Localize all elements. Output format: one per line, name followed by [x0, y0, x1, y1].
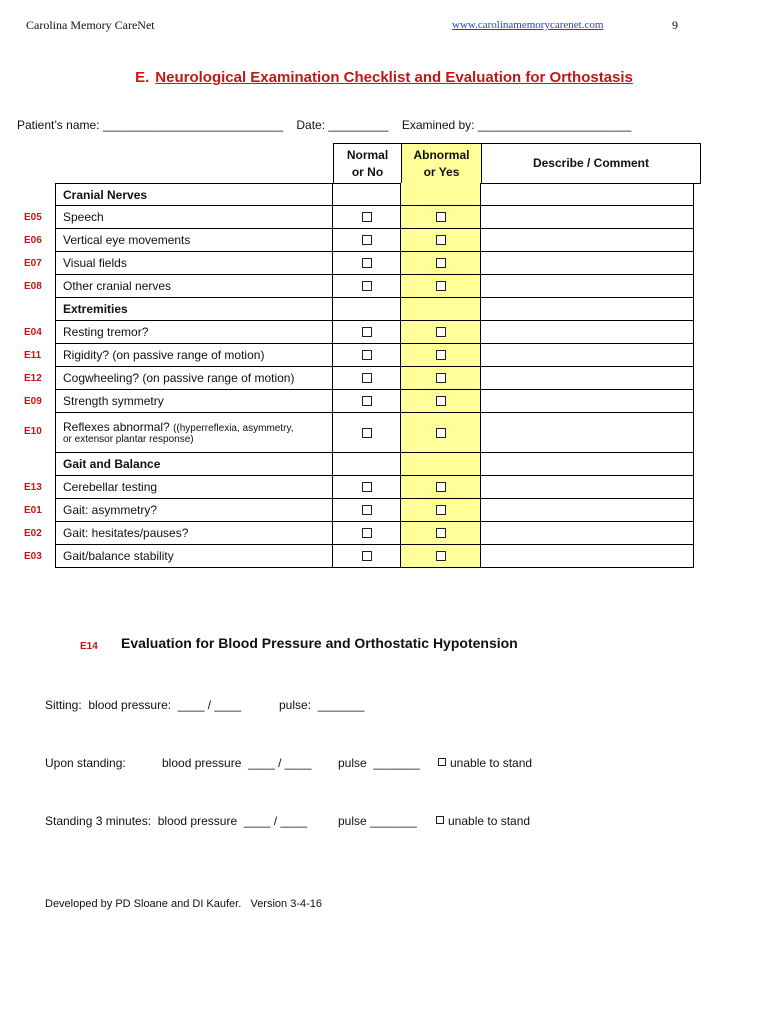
standing3-unable-option[interactable]: [436, 814, 530, 828]
row-label: Gait: hesitates/pauses?: [55, 522, 333, 545]
row-code: E11: [24, 350, 42, 361]
abnormal-cell: [401, 545, 481, 568]
table-row: [55, 344, 694, 367]
normal-cell: [333, 344, 401, 367]
page-number: 9: [672, 18, 678, 32]
checkbox-icon[interactable]: [438, 758, 446, 766]
sitting-bp-field[interactable]: Sitting: blood pressure: ____ / ____: [45, 698, 242, 712]
header-normal: Normal or No: [333, 143, 402, 184]
comment-cell[interactable]: [481, 321, 694, 344]
normal-checkbox[interactable]: [362, 235, 372, 245]
normal-cell: [333, 298, 401, 321]
table-row: [55, 545, 694, 568]
abnormal-cell: [401, 367, 481, 390]
date-field[interactable]: Date: _________: [296, 118, 389, 132]
abnormal-cell: [401, 344, 481, 367]
abnormal-checkbox[interactable]: [436, 505, 446, 515]
abnormal-checkbox[interactable]: [436, 212, 446, 222]
title-letter: E.: [135, 69, 150, 86]
comment-cell[interactable]: [481, 229, 694, 252]
row-label: Vertical eye movements: [55, 229, 333, 252]
table-row: [55, 367, 694, 390]
section-row: [55, 453, 694, 476]
table-row: [55, 252, 694, 275]
abnormal-cell: [401, 298, 481, 321]
abnormal-cell: [401, 499, 481, 522]
normal-checkbox[interactable]: [362, 212, 372, 222]
title-text: Neurological Examination Checklist and Evaluation for Orthostasis: [155, 69, 633, 86]
row-label: Speech: [55, 206, 333, 229]
normal-cell: [333, 321, 401, 344]
normal-checkbox[interactable]: [362, 482, 372, 492]
examined-by-field[interactable]: Examined by: _______________________: [401, 118, 632, 132]
normal-cell: [333, 367, 401, 390]
standing-pulse-field[interactable]: pulse _______: [338, 756, 421, 770]
table-row: [55, 321, 694, 344]
normal-cell: [333, 390, 401, 413]
abnormal-cell: [401, 229, 481, 252]
bp-section-title: Evaluation for Blood Pressure and Orthostatic Hypotension: [121, 635, 518, 651]
comment-cell[interactable]: [481, 453, 694, 476]
header-url-link[interactable]: www.carolinamemorycarenet.com: [452, 19, 604, 31]
abnormal-checkbox[interactable]: [436, 396, 446, 406]
row-code: E07: [24, 258, 42, 269]
comment-cell[interactable]: [481, 476, 694, 499]
table-row: [55, 390, 694, 413]
abnormal-cell: [401, 453, 481, 476]
row-label-main: Reflexes abnormal?: [63, 420, 170, 434]
row-code: E01: [24, 505, 42, 516]
row-label: Visual fields: [55, 252, 333, 275]
abnormal-checkbox[interactable]: [436, 327, 446, 337]
row-label: Gait: asymmetry?: [55, 499, 333, 522]
row-label: [55, 413, 333, 453]
standing-unable-option[interactable]: [438, 756, 532, 770]
e14-code: E14: [80, 641, 98, 652]
abnormal-cell: [401, 183, 481, 206]
normal-cell: [333, 499, 401, 522]
table-row: [55, 229, 694, 252]
section-title: Cranial Nerves: [55, 183, 333, 206]
header-comment: Describe / Comment: [481, 143, 701, 184]
section-title: Extremities: [55, 298, 333, 321]
abnormal-checkbox[interactable]: [436, 281, 446, 291]
normal-cell: [333, 413, 401, 453]
checkbox-icon[interactable]: [436, 816, 444, 824]
abnormal-checkbox[interactable]: [436, 551, 446, 561]
normal-checkbox[interactable]: [362, 505, 372, 515]
row-code: E10: [24, 426, 42, 437]
table-row: [55, 275, 694, 298]
comment-cell[interactable]: [481, 367, 694, 390]
abnormal-cell: [401, 390, 481, 413]
abnormal-cell: [401, 206, 481, 229]
abnormal-checkbox[interactable]: [436, 482, 446, 492]
normal-checkbox[interactable]: [362, 528, 372, 538]
comment-cell[interactable]: [481, 413, 694, 453]
normal-cell: [333, 206, 401, 229]
normal-checkbox[interactable]: [362, 258, 372, 268]
abnormal-cell: [401, 522, 481, 545]
normal-cell: [333, 275, 401, 298]
normal-checkbox[interactable]: [362, 350, 372, 360]
comment-cell[interactable]: [481, 183, 694, 206]
abnormal-cell: [401, 413, 481, 453]
row-code: E08: [24, 281, 42, 292]
sitting-pulse-field[interactable]: pulse: _______: [279, 698, 365, 712]
row-label: Strength symmetry: [55, 390, 333, 413]
row-code: E03: [24, 551, 42, 562]
section-row: [55, 183, 694, 206]
header-org: Carolina Memory CareNet: [26, 18, 155, 32]
standing3-unable-label: unable to stand: [448, 814, 531, 828]
standing3-bp-field[interactable]: Standing 3 minutes: blood pressure ____ / ____: [45, 814, 308, 828]
row-code: E12: [24, 373, 42, 384]
normal-cell: [333, 229, 401, 252]
row-code: E09: [24, 396, 42, 407]
normal-cell: [333, 252, 401, 275]
normal-cell: [333, 545, 401, 568]
row-code: E05: [24, 212, 42, 223]
row-code: E13: [24, 482, 42, 493]
comment-cell[interactable]: [481, 344, 694, 367]
standing3-pulse-field[interactable]: pulse _______: [338, 814, 417, 828]
standing-unable-label: unable to stand: [450, 756, 533, 770]
row-code: E04: [24, 327, 42, 338]
comment-cell[interactable]: [481, 499, 694, 522]
comment-cell[interactable]: [481, 390, 694, 413]
abnormal-cell: [401, 275, 481, 298]
comment-cell[interactable]: [481, 522, 694, 545]
row-label: Gait/balance stability: [55, 545, 333, 568]
patient-info-line: [17, 118, 631, 132]
patient-name-field[interactable]: Patient’s name: ___________________________: [17, 118, 284, 132]
abnormal-checkbox[interactable]: [436, 258, 446, 268]
table-row: [55, 413, 694, 453]
row-label: Resting tremor?: [55, 321, 333, 344]
row-label-sub: ((hyperreflexia, asymmetry,: [173, 423, 294, 434]
normal-cell: [333, 476, 401, 499]
standing-label: Upon standing:: [45, 756, 126, 770]
abnormal-checkbox[interactable]: [436, 528, 446, 538]
row-label-sub: or extensor plantar response): [63, 434, 194, 445]
row-code: E06: [24, 235, 42, 246]
table-row: [55, 499, 694, 522]
page-title: [0, 69, 768, 86]
abnormal-checkbox[interactable]: [436, 428, 446, 438]
table-row: [55, 522, 694, 545]
normal-checkbox[interactable]: [362, 373, 372, 383]
abnormal-cell: [401, 321, 481, 344]
abnormal-checkbox[interactable]: [436, 235, 446, 245]
section-row: [55, 298, 694, 321]
abnormal-checkbox[interactable]: [436, 350, 446, 360]
normal-cell: [333, 183, 401, 206]
row-label: Cerebellar testing: [55, 476, 333, 499]
abnormal-checkbox[interactable]: [436, 373, 446, 383]
comment-cell[interactable]: [481, 275, 694, 298]
row-code: E02: [24, 528, 42, 539]
normal-checkbox[interactable]: [362, 551, 372, 561]
normal-checkbox[interactable]: [362, 327, 372, 337]
row-label: Cogwheeling? (on passive range of motion): [55, 367, 333, 390]
table-row: [55, 476, 694, 499]
section-title: Gait and Balance: [55, 453, 333, 476]
footer-credit: Developed by PD Sloane and DI Kaufer. Version 3-4-16: [45, 898, 323, 910]
comment-cell[interactable]: [481, 298, 694, 321]
normal-cell: [333, 522, 401, 545]
abnormal-cell: [401, 252, 481, 275]
normal-cell: [333, 453, 401, 476]
comment-cell[interactable]: [481, 545, 694, 568]
row-label: Rigidity? (on passive range of motion): [55, 344, 333, 367]
standing-bp-field[interactable]: blood pressure ____ / ____: [162, 756, 312, 770]
comment-cell[interactable]: [481, 252, 694, 275]
normal-checkbox[interactable]: [362, 396, 372, 406]
row-label: Other cranial nerves: [55, 275, 333, 298]
table-row: [55, 206, 694, 229]
comment-cell[interactable]: [481, 206, 694, 229]
normal-checkbox[interactable]: [362, 428, 372, 438]
header-abnormal: Abnormal or Yes: [401, 143, 482, 184]
abnormal-cell: [401, 476, 481, 499]
normal-checkbox[interactable]: [362, 281, 372, 291]
